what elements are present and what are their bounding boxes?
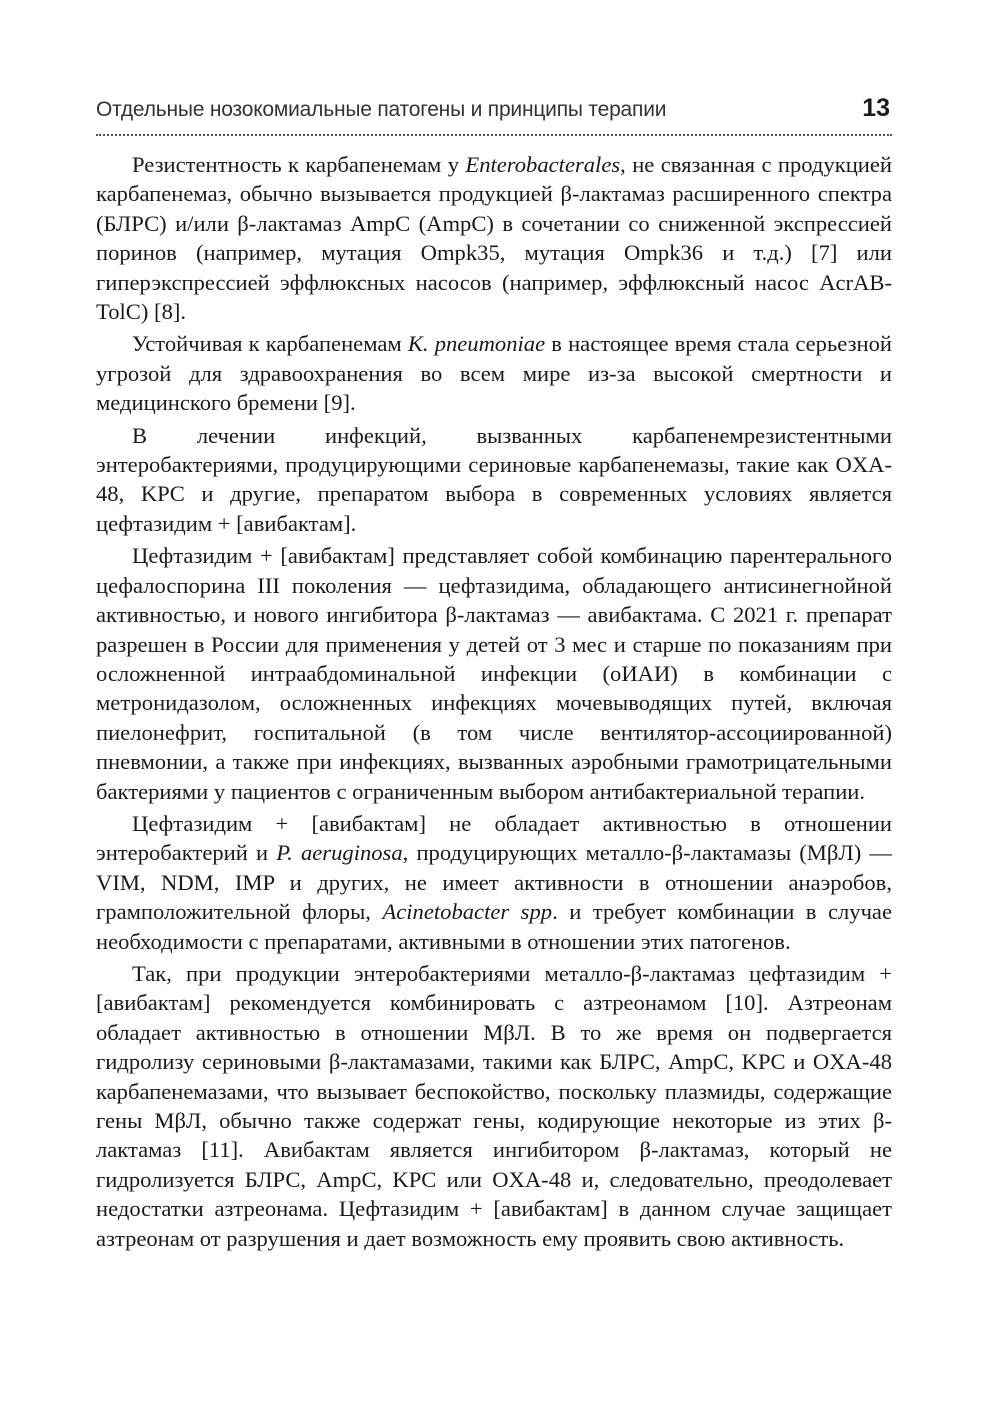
italic-term: Enterobacterales [465,152,621,177]
italic-term: K. pneumoniae [407,331,546,357]
italic-term: Acinetobacter spp [382,899,553,925]
paragraph [96,329,892,417]
text-run: Цефтазидим + [авибактам] не обладает активностью в отношении энтеробактерий и [96,810,892,866]
text-run: Цефтазидим + [авибактам] представляет собой комбинацию парентерального цефалоспорина III поколения — цефтазидима, обладающего антисинегнойной активностью, и нового ингибитора β-лактамаз — авибактама. С 2021 г. препарат разрешен в России для применения у детей от 3 мес и старше по показаниям при осложненной интраабдоминальной инфекции (оИАИ) в комбинации с метронидазолом, осложненных инфекциях мочевыводящих путей, включая пиелонефрит, госпитальной (в том числе вентилятор-ассоциированной) пневмонии, а также при инфекциях, вызванных аэробными грамотрицательными бактериями у пациентов с ограниченным выбором антибактериальной терапии. [96,543,892,804]
running-title: Отдельные нозокомиальные патогены и принципы терапии [96,98,667,121]
text-run: , продуцирующих металло-β-лактамазы (МβЛ) — VIM, NDM, IMP и других, не имеет активности в отношении анаэробов, грамположительной флоры, [96,840,892,925]
page-number: 13 [862,94,890,122]
paragraph [96,150,892,326]
paragraph [96,809,892,956]
text-run: Устойчивая к карбапенемам [132,331,408,357]
running-header [96,92,892,136]
text-run: В лечении инфекций, вызванных карбапенемрезистентными энтеробактериями, продуцирующими сериновые карбапенемазы, такие как OXA-48, KPC и другие, препаратом выбора в современных условиях является цефтазидим + [авибактам]. [96,422,892,536]
text-run: в настоящее время стала серьезной угрозой для здравоохранения во всем мире из-за высокой смертности и медицинского бремени [9]. [96,331,892,416]
paragraph [96,959,892,1253]
body-text [96,150,892,1256]
paragraph [96,541,892,806]
italic-term: P. aeruginosa [276,840,403,866]
text-run: Резистентность к карбапенемам у [132,152,466,177]
text-run: Так, при продукции энтеробактериями металло-β-лактамаз цефтазидим + [авибактам] рекомендуется комбинировать с азтреонамом [10]. Азтреонам обладает активностью в отношении МβЛ. В то же время он подвергается гидролизу сериновыми β-лактамазами, такими как БЛРС, AmpC, KPC и OXA-48 карбапенемазами, что вызывает беспокойство, поскольку плазмиды, содержащие гены МβЛ, обычно также содержат гены, кодирующие некоторые из этих β-лактамаз [11]. Авибактам является ингибитором β-лактамаз, который не гидролизуется БЛРС, AmpC, KPC или OXA-48 и, следовательно, преодолевает недостатки азтреонама. Цефтазидим + [авибактам] в данном случае защищает азтреонам от разрушения и дает возможность ему проявить свою активность. [96,960,892,1251]
text-run: , не связанная с продукцией карбапенемаз, обычно вызывается продукцией β-лактамаз расширенного спектра (БЛРС) и/или β-лактамаз AmpC (AmpC) в сочетании со сниженной экспрессией поринов (например, мутация Ompk35, мутация Ompk36 и т.д.) [7] или гиперэкспрессией эффлюксных насосов (например, эффлюксный насос AcrAB-TolC) [8]. [96,152,892,325]
paragraph [96,421,892,539]
text-run: . и требует комбинации в случае необходимости с препаратами, активными в отношении этих патогенов. [96,899,892,954]
